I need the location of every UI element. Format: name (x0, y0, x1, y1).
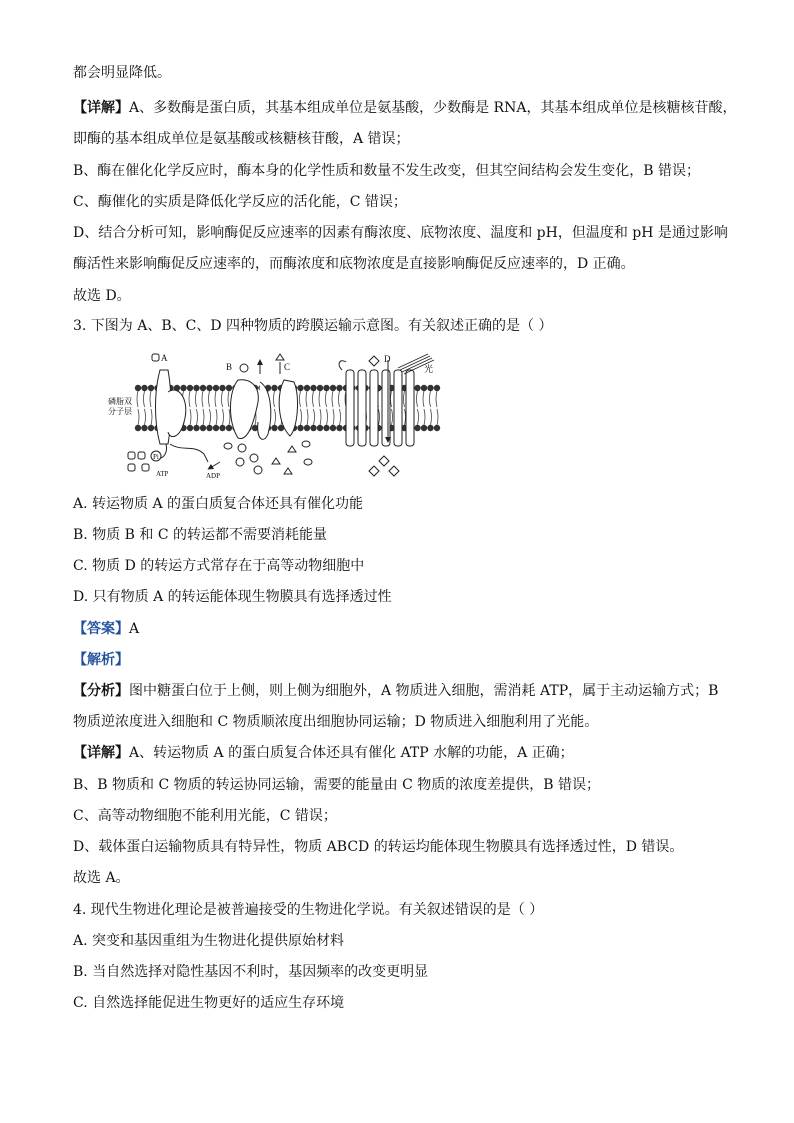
lipid-tail (391, 391, 393, 425)
lipid-tail (300, 391, 302, 425)
lipid-tail (209, 391, 211, 425)
lipid-head (271, 385, 277, 391)
lipid-head (213, 425, 219, 431)
lipid-tail (196, 391, 198, 425)
option-a: A. 转运物质 A 的蛋白质复合体还具有催化功能 (73, 496, 364, 512)
lipid-head (414, 425, 420, 431)
lipid-head (323, 425, 329, 431)
option-c: C. 物质 D 的转运方式常存在于高等动物细胞中 (73, 558, 365, 574)
option-a: A. 突变和基因重组为生物进化提供原始材料 (73, 933, 345, 949)
lipid-head (213, 385, 219, 391)
lipid-tail (222, 391, 224, 425)
lipid-tail (417, 391, 419, 425)
label-atp: ATP (156, 470, 169, 478)
text-line: B、酶在催化化学反应时，酶本身的化学性质和数量不发生改变，但其空间结构会发生变化，B 错误； (73, 163, 701, 179)
lipid-head (330, 425, 336, 431)
question-4: 4. 现代生物进化理论是被普遍接受的生物进化学说。有关叙述错误的是（ ） (73, 902, 544, 918)
text-line: 酶活性来影响酶促反应速率的，而酶浓度和底物浓度是直接影响酶促反应速率的，D 正确。 (73, 256, 635, 272)
text-line: 故选 D。 (73, 288, 131, 304)
lipid-head (226, 425, 232, 431)
lipid-head (297, 425, 303, 431)
lipid-head (421, 425, 427, 431)
lipid-head (219, 425, 225, 431)
lipid-head (336, 385, 342, 391)
text-line: 都会明显降低。 (73, 65, 171, 81)
text-line: 物质逆浓度进入细胞和 C 物质顺浓度出细胞协同运输；D 物质进入细胞利用了光能。 (73, 714, 599, 730)
lipid-head (336, 425, 342, 431)
lipid-head (427, 425, 433, 431)
lipid-tail (137, 391, 139, 425)
text-line: 故选 A。 (73, 870, 130, 886)
text-span: A、转运物质 A 的蛋白质复合体还具有催化 ATP 水解的功能，A 正确； (129, 745, 574, 761)
lipid-tail (430, 391, 432, 425)
section-tag: 【详解】 (73, 745, 129, 761)
analysis-tag: 【解析】 (73, 652, 129, 668)
option-c: C. 自然选择能促进生物更好的适应生存环境 (73, 995, 345, 1011)
lipid-head (148, 425, 154, 431)
lipid-tail (339, 391, 341, 425)
question-3: 3. 下图为 A、B、C、D 四种物质的跨膜运输示意图。有关叙述正确的是（ ） (73, 318, 553, 334)
section-tag: 【分析】 (73, 683, 129, 699)
lipid-head (330, 385, 336, 391)
option-b: B. 当自然选择对隐性基因不利时，基因频率的改变更明显 (73, 964, 429, 980)
lipid-tail (202, 391, 204, 425)
label-a: A (161, 353, 168, 363)
lipid-head (421, 385, 427, 391)
lipid-tail (313, 391, 315, 425)
lipid-head (304, 425, 310, 431)
lipid-tail (332, 391, 334, 425)
section-tag: 【详解】 (73, 100, 129, 116)
lipid-tail (274, 391, 276, 425)
text-line: B、B 物质和 C 物质的转运协同运输，需要的能量由 C 物质的浓度差提供，B 错误； (73, 777, 600, 793)
lipid-tail (189, 391, 191, 425)
lipid-tail (436, 391, 438, 425)
lipid-head (180, 385, 186, 391)
label-d: D (384, 354, 391, 364)
text-span: A、多数酶是蛋白质，其基本组成单位是氨基酸，少数酶是 RNA，其基本组成单位是核糖核苷酸， (129, 100, 737, 116)
lipid-head (187, 425, 193, 431)
lipid-head (323, 385, 329, 391)
lipid-head (200, 385, 206, 391)
membrane-transport-figure (108, 352, 448, 482)
lipid-head (271, 425, 277, 431)
lipid-tail (423, 391, 425, 425)
lipid-head (141, 425, 147, 431)
lipid-head (414, 385, 420, 391)
lipid-head (193, 425, 199, 431)
text-line: D、载体蛋白运输物质具有特异性，物质 ABCD 的转运均能体现生物膜具有选择透过性，D 错误。 (73, 839, 684, 855)
lipid-tail (306, 391, 308, 425)
lipid-head (148, 385, 154, 391)
lipid-head (135, 425, 141, 431)
lipid-tail (228, 391, 230, 425)
text-line (73, 743, 733, 763)
lipid-head (193, 385, 199, 391)
label-b: B (226, 362, 233, 372)
lipid-head (206, 385, 212, 391)
lipid-head (206, 425, 212, 431)
answer-tag: 【答案】 (73, 621, 129, 637)
text-line: C、高等动物细胞不能利用光能，C 错误； (73, 808, 337, 824)
text-line: D、结合分析可知，影响酶促反应速率的因素有酶浓度、底物浓度、温度和 pH，但温度和 pH 是通过影响 (73, 225, 728, 241)
text-line: 即酶的基本组成单位是氨基酸或核糖核苷酸，A 错误； (73, 131, 410, 147)
text-line (73, 681, 733, 701)
lipid-head (427, 385, 433, 391)
answer-value: A (129, 621, 140, 637)
lipid-tail (144, 391, 146, 425)
option-d: D. 只有物质 A 的转运能体现生物膜具有选择透过性 (73, 589, 392, 605)
lipid-head (141, 385, 147, 391)
lipid-tail (326, 391, 328, 425)
lipid-tail (215, 391, 217, 425)
text-line: C、酶催化的实质是降低化学反应的活化能，C 错误； (73, 194, 407, 210)
lipid-head (297, 385, 303, 391)
lipid-head (434, 425, 440, 431)
label-bilayer-1: 磷脂双 (108, 397, 132, 406)
lipid-head (310, 425, 316, 431)
label-bilayer-2: 分子层 (108, 407, 132, 416)
lipid-head (219, 385, 225, 391)
label-pi: Pi (153, 453, 159, 461)
label-adp: ADP (206, 472, 221, 480)
lipid-head (135, 385, 141, 391)
lipid-head (200, 425, 206, 431)
answer-line (73, 619, 733, 639)
lipid-tail (319, 391, 321, 425)
lipid-head (317, 425, 323, 431)
lipid-head (304, 385, 310, 391)
label-c: C (284, 362, 291, 372)
lipid-head (226, 385, 232, 391)
lipid-tail (404, 391, 406, 425)
option-b: B. 物质 B 和 C 的转运都不需要消耗能量 (73, 527, 327, 543)
text-span: 图中糖蛋白位于上侧，则上侧为细胞外，A 物质进入细胞，需消耗 ATP，属于主动运输方式；B (129, 683, 719, 699)
lipid-tail (150, 391, 152, 425)
lipid-head (434, 385, 440, 391)
lipid-head (310, 385, 316, 391)
substance-a-square (152, 354, 159, 361)
lipid-head (317, 385, 323, 391)
text-line (73, 98, 737, 118)
lipid-head (187, 385, 193, 391)
label-light: 光 (424, 364, 434, 374)
